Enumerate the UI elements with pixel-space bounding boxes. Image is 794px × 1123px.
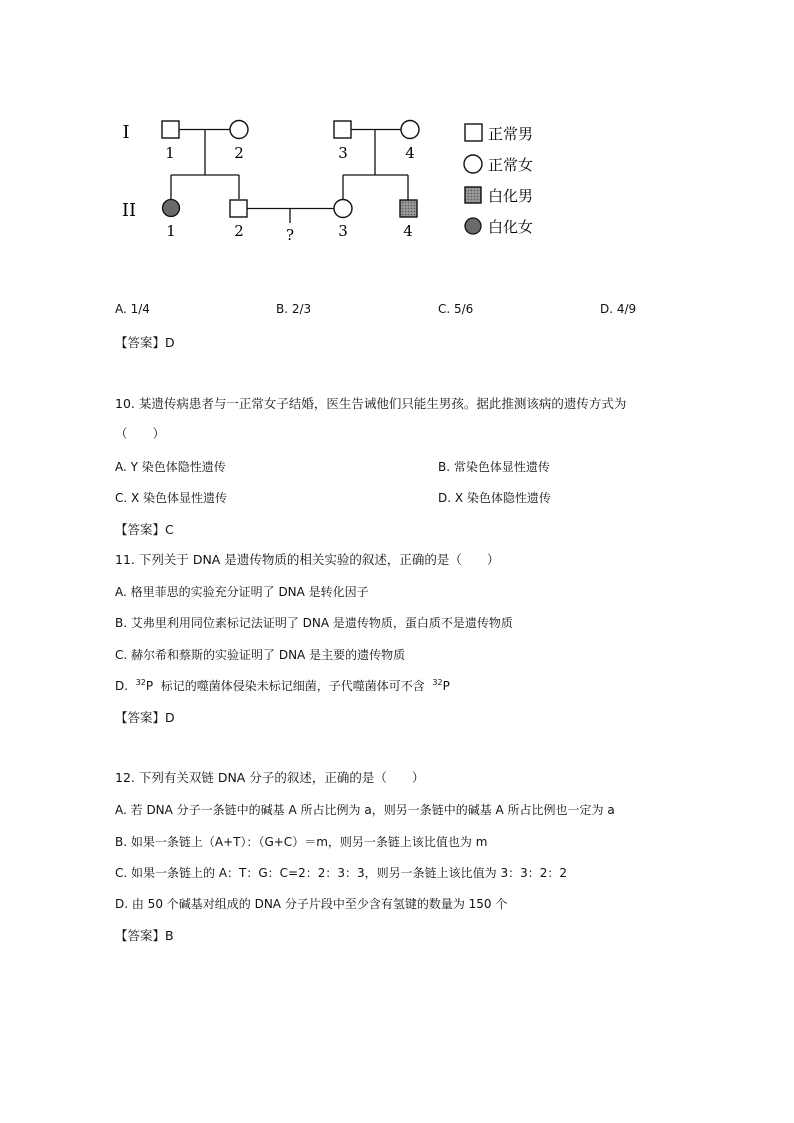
generation-label-1: I xyxy=(122,122,130,143)
question-mark: ? xyxy=(285,226,295,244)
number-I2: 2 xyxy=(234,144,244,162)
q9-option-b: B. 2/3 xyxy=(276,302,312,316)
q11-option-a: A. 格里菲思的实验充分证明了 DNA 是转化因子 xyxy=(115,585,369,599)
answer-value: B xyxy=(165,928,174,943)
number-II4: 4 xyxy=(403,222,413,240)
q12-option-b: B. 如果一条链上（A+T）：（G+C）＝m，则另一条链上该比值也为 m xyxy=(115,835,488,849)
q10-option-d: D. X 染色体隐性遗传 xyxy=(438,491,551,505)
number-I3: 3 xyxy=(338,144,348,162)
individual-II2-male xyxy=(230,200,247,217)
q11-option-d-end: P xyxy=(442,679,450,693)
q12-option-c: C. 如果一条链上的 A：T：G：C=2：2：3：3，则另一条链上该比值为 3：3：2：2 xyxy=(115,866,567,880)
q10-paren: （ ） xyxy=(115,426,166,441)
individual-I4-female xyxy=(401,121,419,139)
answer-label: 【答案】 xyxy=(115,928,166,943)
isotope-superscript: 32 xyxy=(135,678,146,687)
individual-II3-female xyxy=(334,200,352,218)
q11-option-d xyxy=(115,677,450,694)
q9-option-d: D. 4/9 xyxy=(600,302,637,316)
number-II1: 1 xyxy=(166,222,176,240)
legend-label-normal-female: 正常女 xyxy=(488,156,534,174)
q10-option-a: A. Y 染色体隐性遗传 xyxy=(115,460,226,474)
individual-I2-female xyxy=(230,121,248,139)
number-II2: 2 xyxy=(234,222,244,240)
legend-label-albino-female: 白化女 xyxy=(488,218,534,236)
q10-option-b: B. 常染色体显性遗传 xyxy=(438,460,550,474)
answer-label: 【答案】 xyxy=(115,522,166,537)
square-shaded-icon xyxy=(465,187,481,203)
q11-option-d-prefix: D. xyxy=(115,679,136,693)
number-II3: 3 xyxy=(338,222,348,240)
q10-answer xyxy=(115,520,174,538)
q9-answer xyxy=(115,333,175,351)
q11-stem: 11. 下列关于 DNA 是遗传物质的相关实验的叙述，正确的是（ ） xyxy=(115,552,500,567)
q11-answer xyxy=(115,708,175,726)
q9-option-c: C. 5/6 xyxy=(438,302,474,316)
legend-label-normal-male: 正常男 xyxy=(488,125,534,143)
q12-option-d: D. 由 50 个碱基对组成的 DNA 分子片段中至少含有氢键的数量为 150 个 xyxy=(115,897,508,911)
q12-answer xyxy=(115,926,174,944)
individual-I3-male xyxy=(334,121,351,138)
number-I1: 1 xyxy=(165,144,175,162)
q9-option-a: A. 1/4 xyxy=(115,302,150,316)
generation-label-2: II xyxy=(121,200,137,221)
pedigree-chart xyxy=(110,108,570,258)
q12-option-a: A. 若 DNA 分子一条链中的碱基 A 所占比例为 a，则另一条链中的碱基 A 所占比例也一定为 a xyxy=(115,803,615,817)
q11-option-c: C. 赫尔希和蔡斯的实验证明了 DNA 是主要的遗传物质 xyxy=(115,648,406,662)
q10-option-c: C. X 染色体显性遗传 xyxy=(115,491,228,505)
square-outline-icon xyxy=(465,124,482,141)
circle-shaded-icon xyxy=(465,218,481,234)
individual-II4-affected-male xyxy=(400,200,417,217)
isotope-superscript: 32 xyxy=(432,678,443,687)
answer-value: D xyxy=(165,710,175,725)
answer-value: C xyxy=(165,522,174,537)
answer-label: 【答案】 xyxy=(115,710,166,725)
q11-option-b: B. 艾弗里利用同位素标记法证明了 DNA 是遗传物质，蛋白质不是遗传物质 xyxy=(115,616,513,630)
q11-option-d-text: P 标记的噬菌体侵染未标记细菌，子代噬菌体可不含 xyxy=(145,679,433,693)
circle-outline-icon xyxy=(464,155,482,173)
q12-stem: 12. 下列有关双链 DNA 分子的叙述，正确的是（ ） xyxy=(115,770,425,785)
individual-I1-male xyxy=(162,121,179,138)
individual-II1-affected-female xyxy=(163,200,180,217)
number-I4: 4 xyxy=(405,144,415,162)
answer-label: 【答案】 xyxy=(115,335,166,350)
answer-value: D xyxy=(165,335,175,350)
legend-label-albino-male: 白化男 xyxy=(488,187,534,205)
q10-stem: 10. 某遗传病患者与一正常女子结婚，医生告诫他们只能生男孩。据此推测该病的遗传方式为 xyxy=(115,396,627,411)
